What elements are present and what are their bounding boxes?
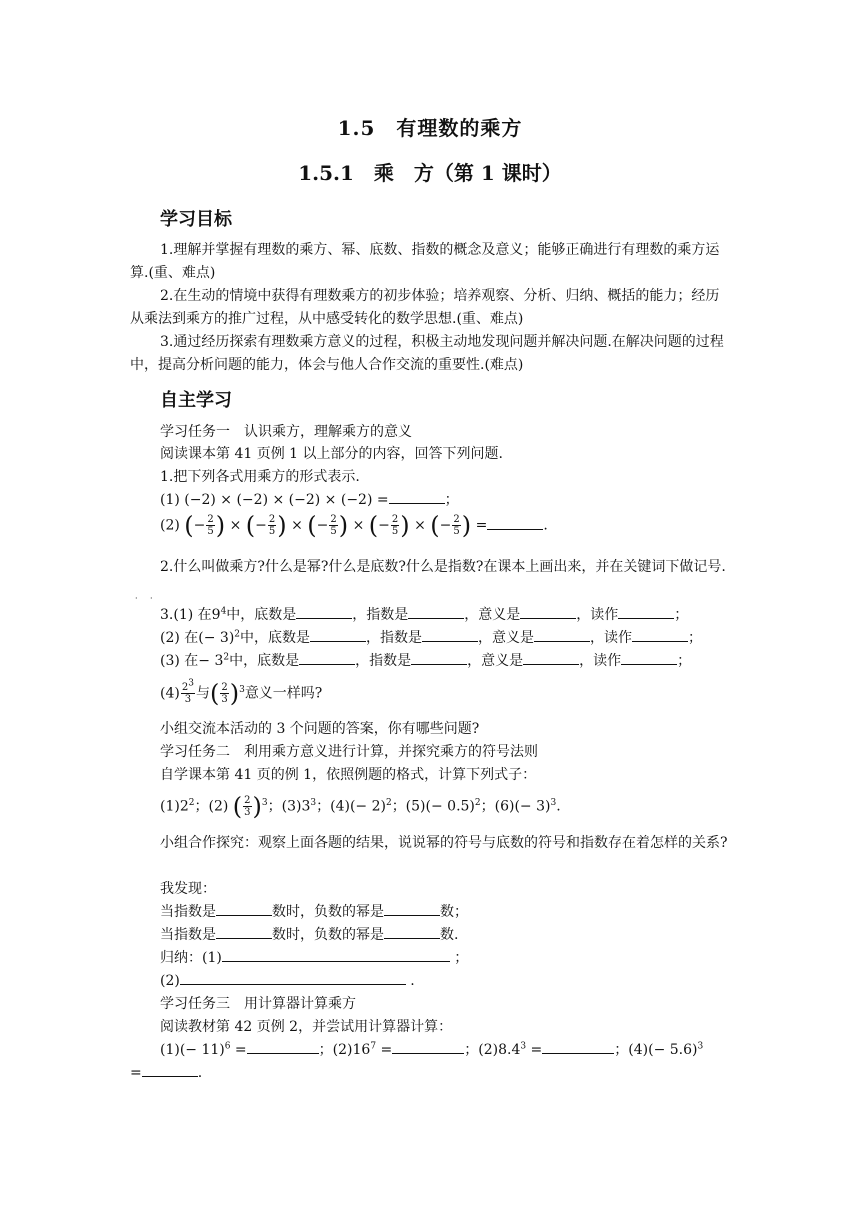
goal-item-3: 3.通过经历探索有理数乘方意义的过程，积极主动地发现问题并解决问题.在解决问题的过程中，提高分析问题的能力，体会与他人合作交流的重要性.(难点) — [130, 334, 724, 373]
task3-exercises: $(1)(- 11)^6$ = ；$(2)16^7$ = ；$(2)8.4^3$ = ；$(4)(- 5.6)^3$ — [160, 1039, 703, 1061]
question-1-part-1: (1) (−2) × (−2) × (−2) × (−2) = ； — [160, 489, 459, 511]
question-3-part-2: (2) 在(− 3)$^2$中，底数是 ，指数是 ，意义是 ，读作 ； — [160, 627, 702, 649]
page-title: 1.5 有理数的乘方 — [337, 116, 523, 140]
page-subtitle: 1.5.1 乘 方（第 1 课时） — [298, 161, 562, 185]
summary-2: (2) . — [160, 970, 415, 992]
finding-label: 我发现： — [160, 881, 216, 897]
task3-title: 学习任务三 用计算器计算乘方 — [160, 996, 356, 1012]
task2-exercises: $(1)2^2$；(2) ( $\frac{2}{3}$ )$^3$；$(3)3^3$；$(4)(- 2)^2$；$(5)(- 0.5)^2$；$(6)(- 3)^3$. — [160, 792, 561, 821]
self-study-heading: 自主学习 — [160, 390, 232, 411]
summary-1: 归纳：(1) ； — [160, 947, 468, 969]
question-3-part-1: 3.(1) 在$9^4$中，底数是 ，指数是 ，意义是 ，读作 ； — [160, 604, 688, 626]
task3-exercises-continued: = . — [130, 1062, 202, 1084]
task2-reading: 自学课本第 41 页的例 1，依照例题的格式，计算下列式子： — [160, 767, 537, 783]
task1-title: 学习任务一 认识乘方，理解乘方的意义 — [160, 424, 412, 440]
group-discussion-2: 小组合作探究：观察上面各题的结果，说说幂的符号与底数的符号和指数存在着怎样的关系? — [160, 835, 728, 851]
finding-1: 当指数是 数时，负数的幂是 数； — [160, 901, 468, 923]
task2-title: 学习任务二 利用乘方意义进行计算，并探究乘方的符号法则 — [160, 744, 538, 760]
question-3-part-3: (3) 在− $3^2$中，底数是 ，指数是 ，意义是 ，读作 ； — [160, 650, 691, 672]
question-1-part-2: (2) (− $\frac{2}{5}$ ) × (− $\frac{2}{5}$ ) × (− $\frac{2}{5}$ ) × (− $\frac{2}{5}$ ) × (− $\frac{2}{5}$ ) = . — [160, 511, 548, 540]
goal-item-2: 2.在生动的情境中获得有理数乘方的初步体验；培养观察、分析、归纳、概括的能力；经历从乘法到乘方的推广过程，从中感受转化的数学思想.(重、难点) — [130, 288, 720, 327]
emphasis-dot: · — [135, 594, 138, 603]
question-2: 2.什么叫做乘方?什么是幂?什么是底数?什么是指数?在课本上画出来，并在关键词下做记号. — [160, 559, 726, 575]
question-1: 1.把下列各式用乘方的形式表示. — [160, 469, 360, 485]
task1-reading: 阅读课本第 41 页例 1 以上部分的内容，回答下列问题. — [160, 446, 503, 462]
task3-reading: 阅读教材第 42 页例 2，并尝试用计算器计算： — [160, 1019, 453, 1035]
group-discussion-1: 小组交流本活动的 3 个问题的答案，你有哪些问题? — [160, 721, 480, 737]
goals-heading: 学习目标 — [160, 209, 232, 230]
emphasis-dot: · — [150, 594, 153, 603]
question-3-part-4: (4) $\frac{2^3}{3}$ 与( $\frac{2}{3}$ )$^3$意义一样吗? — [160, 678, 323, 708]
goal-item-1: 1.理解并掌握有理数的乘方、幂、底数、指数的概念及意义；能够正确进行有理数的乘方运算.(重、难点) — [130, 242, 720, 281]
finding-2: 当指数是 数时，负数的幂是 数. — [160, 924, 458, 946]
